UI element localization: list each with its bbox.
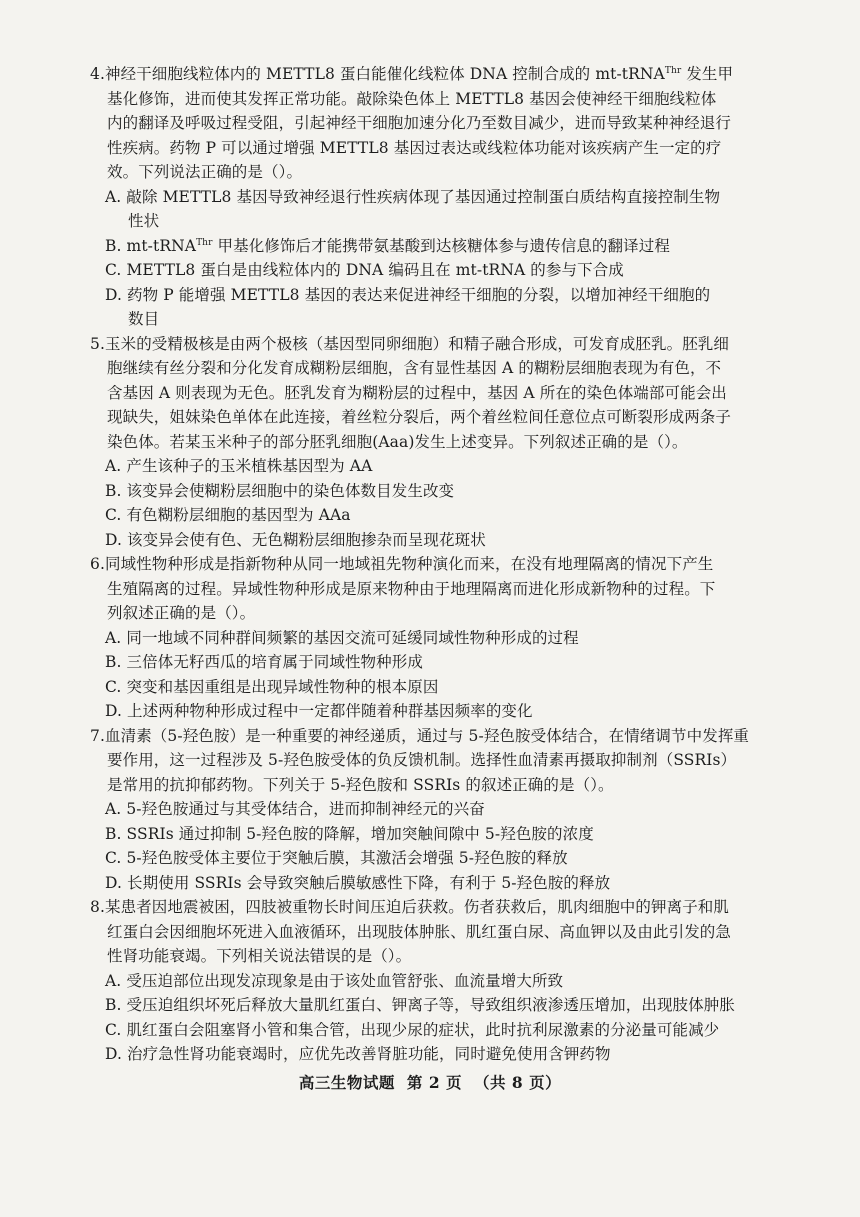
page-footer — [0, 1071, 860, 1095]
question-4-stem-line-2: 基化修饰，进而使其发挥正常功能。敲除染色体上 METTL8 基因会使神经干细胞线粒体 — [107, 89, 717, 108]
question-7-stem-line-2: 要作用，这一过程涉及 5-羟色胺受体的负反馈机制。选择性血清素再摄取抑制剂（SSRIs） — [107, 751, 737, 769]
question-7-option-c: C. 5-羟色胺受体主要位于突触后膜，其激活会增强 5-羟色胺的释放 — [105, 849, 568, 867]
question-4-option-c: C. METTL8 蛋白是由线粒体内的 DNA 编码且在 mt-tRNA 的参与下合成 — [105, 261, 624, 279]
question-6-stem-line-2: 生殖隔离的过程。异域性物种形成是原来物种由于地理隔离而进化形成新物种的过程。下 — [107, 579, 716, 598]
question-4-stem-line-1: 4.神经干细胞线粒体内的 METTL8 蛋白能催化线粒体 DNA 控制合成的 mt-tRNA$^{Thr}$ 发生甲 — [90, 65, 734, 83]
question-6-stem-line-1: 6.同域性物种形成是指新物种从同一地域祖先物种演化而来，在没有地理隔离的情况下产生 — [90, 555, 714, 573]
question-8-option-b: B. 受压迫组织坏死后释放大量肌红蛋白、钾离子等，导致组织液渗透压增加，出现肢体肿胀 — [105, 996, 735, 1014]
question-4-option-d-cont: 数目 — [128, 310, 160, 328]
question-4-stem-line-5: 效。下列说法正确的是（）。 — [107, 163, 303, 181]
question-4-option-b: B. mt-tRNA$^{Thr}$ 甲基化修饰后才能携带氨基酸到达核糖体参与遗传信息的翻译过程 — [105, 236, 670, 255]
question-4-option-a: A. 敲除 METTL8 基因导致神经退行性疾病体现了基因通过控制蛋白质结构直接控制生物 — [105, 187, 721, 206]
question-8 — [90, 895, 764, 1067]
question-4-stem-line-4: 性疾病。药物 P 可以通过增强 METTL8 基因过表达或线粒体功能对该疾病产生一定的疗 — [107, 138, 722, 157]
footer-title: 高三生物试题 — [298, 1073, 395, 1092]
question-7-option-b: B. SSRIs 通过抑制 5-羟色胺的降解，增加突触间隙中 5-羟色胺的浓度 — [105, 824, 594, 843]
footer-total-pages: （共 8 页） — [474, 1073, 562, 1092]
question-8-stem-line-1: 8.某患者因地震被困，四肢被重物长时间压迫后获救。伤者获救后，肌肉细胞中的钾离子和肌 — [90, 898, 729, 916]
question-7 — [90, 724, 764, 896]
question-6-option-a: A. 同一地域不同种群间频繁的基因交流可延缓同域性物种形成的过程 — [105, 628, 579, 647]
question-6-option-b: B. 三倍体无籽西瓜的培育属于同域性物种形成 — [105, 653, 423, 671]
question-5-stem-line-5: 染色体。若某玉米种子的部分胚乳细胞(Aaa)发生上述变异。下列叙述正确的是（）。 — [107, 432, 688, 451]
question-5-stem-line-4: 现缺失，姐妹染色单体在此连接，着丝粒分裂后，两个着丝粒间任意位点可断裂形成两条子 — [107, 408, 732, 426]
footer-page-number: 第 2 页 — [406, 1073, 462, 1092]
question-5 — [90, 332, 764, 553]
question-7-stem-line-3: 是常用的抗抑郁药物。下列关于 5-羟色胺和 SSRIs 的叙述正确的是（）。 — [107, 775, 614, 794]
question-4-stem-line-3: 内的翻译及呼吸过程受阻，引起神经干细胞加速分化乃至数目减少，进而导致某种神经退行 — [107, 114, 732, 132]
question-6-option-d: D. 上述两种物种形成过程中一定都伴随着种群基因频率的变化 — [105, 702, 533, 720]
question-8-option-c: C. 肌红蛋白会阻塞肾小管和集合管，出现少尿的症状，此时抗利尿激素的分泌量可能减少 — [105, 1020, 720, 1039]
question-5-option-b: B. 该变异会使糊粉层细胞中的染色体数目发生改变 — [105, 481, 455, 500]
question-8-option-a: A. 受压迫部位出现发凉现象是由于该处血管舒张、血流量增大所致 — [105, 971, 564, 990]
question-5-option-a: A. 产生该种子的玉米植株基因型为 AA — [105, 457, 373, 475]
question-4-option-a-cont: 性状 — [128, 212, 160, 230]
question-6-stem-line-3: 列叙述正确的是（）。 — [107, 604, 256, 622]
question-8-option-d: D. 治疗急性肾功能衰竭时，应优先改善肾脏功能，同时避免使用含钾药物 — [105, 1045, 611, 1063]
question-4 — [90, 62, 764, 332]
superscript-thr: Thr — [664, 66, 682, 76]
question-5-stem-line-3: 含基因 A 则表现为无色。胚乳发育为糊粉层的过程中，基因 A 所在的染色体端部可能会出 — [107, 383, 727, 402]
question-4-option-d: D. 药物 P 能增强 METTL8 基因的表达来促进神经干细胞的分裂，以增加神经干细胞的 — [105, 285, 711, 304]
question-6-option-c: C. 突变和基因重组是出现异域性物种的根本原因 — [105, 677, 439, 696]
question-5-option-d: D. 该变异会使有色、无色糊粉层细胞掺杂而呈现花斑状 — [105, 530, 486, 549]
question-5-option-c: C. 有色糊粉层细胞的基因型为 AAa — [105, 506, 351, 524]
question-8-stem-line-2: 红蛋白会因细胞坏死进入血液循环，出现肢体肿胀、肌红蛋白尿、高血钾以及由此引发的急 — [107, 922, 732, 941]
question-5-stem-line-2: 胞继续有丝分裂和分化发育成糊粉层细胞，含有显性基因 A 的糊粉层细胞表现为有色，不 — [107, 359, 722, 377]
question-7-stem-line-1: 7.血清素（5-羟色胺）是一种重要的神经递质，通过与 5-羟色胺受体结合，在情绪调节中发挥重 — [90, 726, 750, 745]
question-7-option-d: D. 长期使用 SSRIs 会导致突触后膜敏感性下降，有利于 5-羟色胺的释放 — [105, 873, 611, 892]
superscript-thr: Thr — [196, 237, 213, 248]
question-5-stem-line-1: 5.玉米的受精极核是由两个极核（基因型同卵细胞）和精子融合形成，可发育成胚乳。胚乳细 — [90, 334, 729, 353]
question-6 — [90, 552, 764, 724]
question-7-option-a: A. 5-羟色胺通过与其受体结合，进而抑制神经元的兴奋 — [105, 800, 485, 818]
question-8-stem-line-3: 性肾功能衰竭。下列相关说法错误的是（）。 — [107, 947, 412, 965]
